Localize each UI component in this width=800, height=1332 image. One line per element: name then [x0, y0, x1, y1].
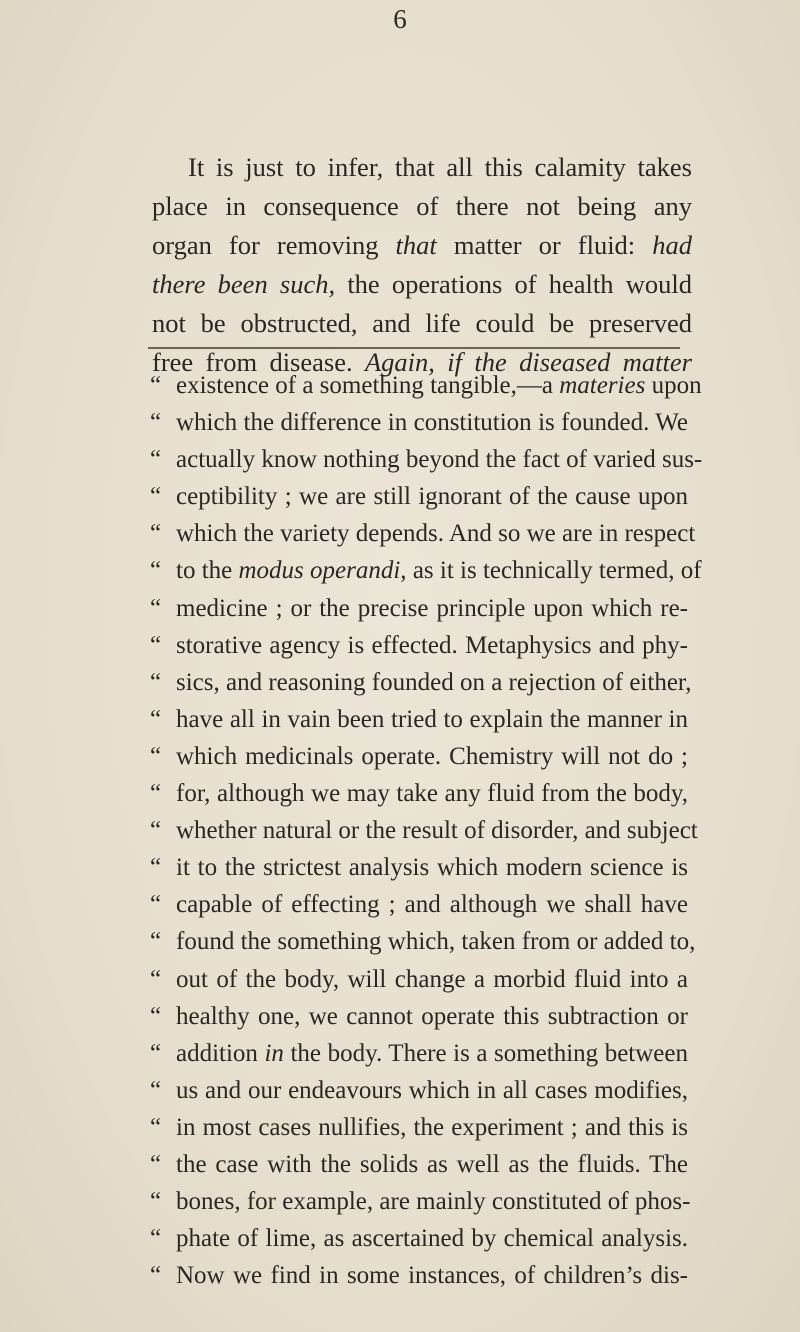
quoted-line [150, 664, 692, 701]
text-run: storative agency is effected. Metaphysics and phy- [176, 631, 688, 659]
quoted-line [150, 1035, 688, 1072]
quoted-line [150, 441, 703, 478]
quoted-line-text [176, 923, 696, 960]
quoted-line-text [176, 961, 688, 998]
quoted-line-text [176, 441, 703, 478]
text-run: as it is technically termed, of [406, 557, 702, 585]
opening-quote-mark: “ [150, 1002, 162, 1030]
opening-quote-mark: “ [150, 1113, 162, 1141]
quoted-line [150, 961, 688, 998]
opening-quote-mark: “ [150, 1188, 162, 1216]
opening-quote-mark: “ [150, 891, 162, 919]
quoted-line-text [176, 478, 688, 515]
text-run: free from disease. [152, 347, 365, 377]
text-run: us and our endeavours which in all cases modifies, [176, 1076, 688, 1104]
opening-quote-mark: “ [150, 742, 162, 770]
text-run: not be obstructed, and life could be preserved [152, 308, 692, 338]
text-run: the operations of health would [335, 269, 692, 299]
quoted-line [150, 367, 702, 404]
quoted-line-text [176, 849, 688, 886]
quoted-line-text [176, 367, 702, 404]
quoted-line [150, 478, 688, 515]
quoted-line [150, 998, 688, 1035]
quoted-line [150, 812, 698, 849]
text-run: ceptibility ; we are still ignorant of the cause upon [176, 483, 688, 511]
quoted-line-text [176, 627, 688, 664]
opening-quote-mark: “ [150, 817, 162, 845]
quoted-line [150, 627, 688, 664]
opening-quote-mark: “ [150, 1225, 162, 1253]
text-run: whether natural or the result of disorder, and subject [176, 817, 698, 845]
text-run: it to the strictest analysis which modern science is [176, 854, 688, 882]
opening-quote-mark: “ [150, 409, 162, 437]
quoted-line [150, 886, 688, 923]
opening-quote-mark: “ [150, 928, 162, 956]
italic-text-run: in [264, 1039, 284, 1067]
quoted-line [150, 590, 688, 627]
quoted-line-text [176, 701, 688, 738]
italic-text-run: modus operandi, [238, 557, 407, 585]
text-run: which the variety depends. And so we are in respect [176, 520, 696, 548]
quoted-line [150, 923, 696, 960]
text-run: medicine ; or the precise principle upon which re- [176, 594, 688, 622]
text-run: for, although we may take any fluid from the body, [176, 780, 688, 808]
opening-quote-mark: “ [150, 780, 162, 808]
opening-quote-mark: “ [150, 1076, 162, 1104]
quoted-line-text [176, 886, 688, 923]
paragraph-line [152, 187, 692, 226]
text-run: phate of lime, as ascertained by chemical analysis. [176, 1225, 688, 1253]
opening-quote-mark: “ [150, 854, 162, 882]
text-run: which medicinals operate. Chemistry will not do ; [176, 742, 688, 770]
opening-quote-mark: “ [150, 705, 162, 733]
opening-quote-mark: “ [150, 372, 162, 399]
section-divider [148, 347, 680, 349]
opening-quote-mark: “ [150, 668, 162, 696]
quoted-line [150, 515, 696, 552]
quoted-line-text [176, 812, 698, 849]
text-run: existence of a something tangible,—a [176, 372, 560, 399]
paragraph-line [152, 265, 692, 304]
opening-quote-mark: “ [150, 594, 162, 622]
quoted-passage [150, 367, 703, 1294]
text-run: addition [176, 1039, 265, 1067]
quoted-line [150, 1072, 688, 1109]
quoted-line [150, 1220, 688, 1257]
quoted-line [150, 1183, 691, 1220]
italic-text-run: materies [559, 372, 646, 399]
quoted-line-text [176, 552, 702, 589]
italic-text-run: there been such, [152, 269, 336, 299]
italic-text-run: Again, if the diseased matter [364, 347, 692, 377]
opening-quote-mark: “ [150, 483, 162, 511]
quoted-line-text [176, 1220, 688, 1257]
text-run: to the [176, 557, 239, 585]
paragraph-line [152, 304, 692, 343]
quoted-line-text [176, 1257, 688, 1294]
quoted-line [150, 775, 688, 812]
quoted-line [150, 1146, 688, 1183]
text-run: organ for removing [152, 230, 396, 260]
italic-text-run: that [395, 230, 437, 260]
quoted-line-text [176, 404, 688, 441]
text-run: sics, and reasoning founded on a rejection of either, [176, 668, 692, 696]
quoted-line-text [176, 1146, 688, 1183]
quoted-line [150, 738, 688, 775]
quoted-line-text [176, 1035, 688, 1072]
quoted-line-text [176, 738, 688, 775]
quoted-line [150, 849, 688, 886]
text-run: healthy one, we cannot operate this subtraction or [176, 1002, 688, 1030]
text-run: bones, for example, are mainly constituted of phos- [176, 1188, 691, 1216]
text-run: Now we find in some instances, of children’s dis- [176, 1262, 688, 1290]
opening-quote-mark: “ [150, 631, 162, 659]
text-run: place in consequence of there not being any [152, 191, 692, 221]
opening-quote-mark: “ [150, 965, 162, 993]
text-run: out of the body, will change a morbid fluid into a [176, 965, 688, 993]
quoted-line-text [176, 775, 688, 812]
quoted-line-text [176, 1183, 691, 1220]
opening-quote-mark: “ [150, 557, 162, 585]
quoted-line-text [176, 515, 696, 552]
opening-quote-mark: “ [150, 446, 162, 474]
text-run: in most cases nullifies, the experiment ; and this is [176, 1113, 688, 1141]
opening-quote-mark: “ [150, 1039, 162, 1067]
quoted-line-text [176, 998, 688, 1035]
text-run: the body. There is a something between [283, 1039, 688, 1067]
paragraph-line [152, 226, 692, 265]
quoted-line [150, 1109, 688, 1146]
paragraph-line [152, 148, 692, 187]
text-run: found the something which, taken from or added to, [176, 928, 696, 956]
italic-text-run: had [652, 230, 692, 260]
text-run: It is just to infer, that all this calamity takes [188, 152, 692, 182]
text-run: matter or fluid: [436, 230, 653, 260]
text-run: upon [645, 372, 702, 399]
text-run: capable of effecting ; and although we shall have [176, 891, 688, 919]
quoted-line [150, 1257, 688, 1294]
quoted-line-text [176, 1109, 688, 1146]
quoted-line [150, 701, 688, 738]
text-run: actually know nothing beyond the fact of varied sus- [176, 446, 703, 474]
quoted-line [150, 404, 688, 441]
opening-quote-mark: “ [150, 1262, 162, 1290]
quoted-line-text [176, 1072, 688, 1109]
text-run: the case with the solids as well as the fluids. The [176, 1150, 688, 1178]
opening-quote-mark: “ [150, 520, 162, 548]
text-run: have all in vain been tried to explain the manner in [176, 705, 688, 733]
text-run: which the difference in constitution is founded. We [176, 409, 688, 437]
opening-quote-mark: “ [150, 1150, 162, 1178]
quoted-line-text [176, 590, 688, 627]
quoted-line-text [176, 664, 692, 701]
quoted-line [150, 552, 702, 589]
page-number: 6 [393, 4, 407, 34]
